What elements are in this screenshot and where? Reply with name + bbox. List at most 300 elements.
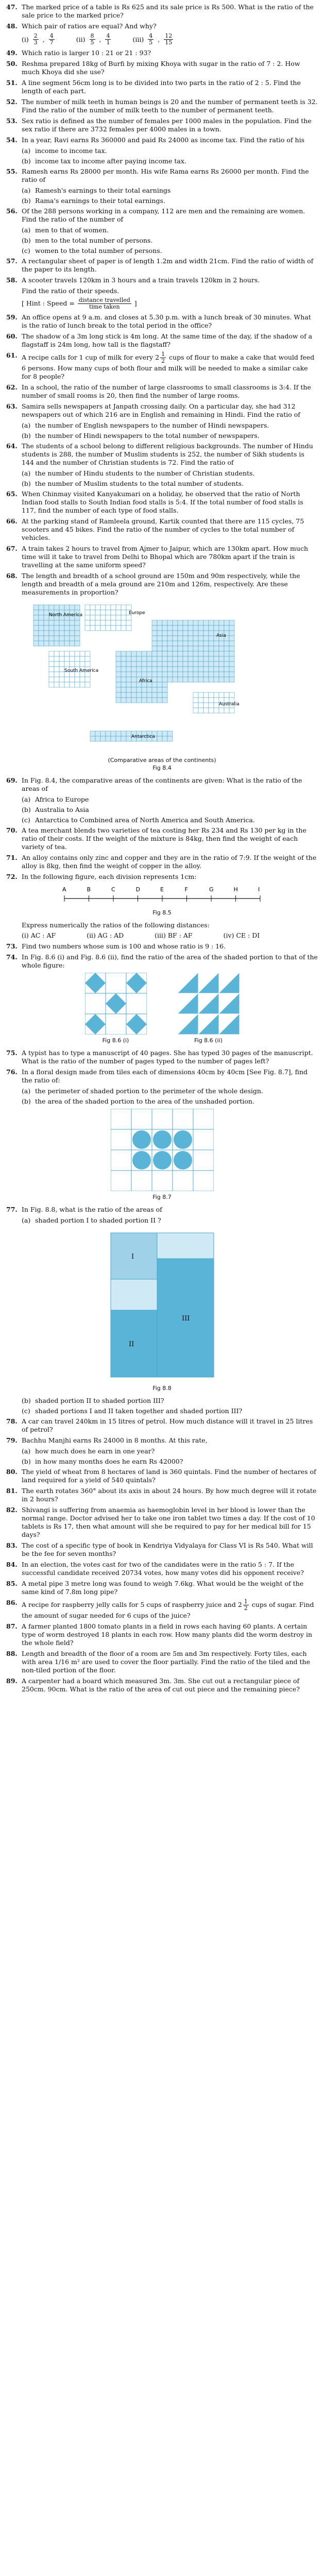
- grid-cell: [162, 636, 167, 641]
- fraction: $\frac{\text{distance travelled}}{\text{time taken}}$: [78, 297, 130, 310]
- grid-cell: [229, 636, 234, 641]
- grid-cell: [49, 677, 54, 682]
- grid-cell: [162, 646, 167, 651]
- grid-cell: [193, 672, 198, 677]
- grid-cell: [49, 662, 54, 667]
- grid-cell: [111, 731, 116, 736]
- grid-cell: [116, 662, 121, 667]
- grid-cell: [131, 667, 137, 672]
- figure-8-6: [6, 973, 318, 1044]
- grid-cell: [121, 651, 126, 656]
- grid-cell: [39, 610, 44, 615]
- grid-cell: [54, 682, 59, 687]
- grid-cell: [142, 656, 147, 662]
- grid-cell: [188, 651, 193, 656]
- grid-cell: [188, 646, 193, 651]
- label-i: I: [131, 1253, 134, 1261]
- grid-cell: [70, 641, 75, 646]
- sub-item: (b) the number of Muslim students to the total number of students.: [22, 480, 244, 487]
- grid-cell: [75, 625, 80, 631]
- grid-cell: [193, 620, 198, 625]
- grid-cell: [111, 610, 116, 615]
- grid-cell: [59, 667, 64, 672]
- floral-tile-design: [111, 1109, 214, 1191]
- grid-cell: [178, 667, 183, 672]
- grid-cell: [157, 677, 162, 682]
- tick-label: A: [62, 886, 66, 893]
- cell: [85, 993, 106, 1014]
- grid-cell: [157, 662, 162, 667]
- grid-cell: [209, 656, 214, 662]
- grid-cell: [59, 641, 64, 646]
- fraction: $\frac{8}{5}$: [90, 32, 94, 46]
- grid-cell: [157, 641, 162, 646]
- grid-cell: [49, 672, 54, 677]
- grid-cell: [121, 731, 126, 736]
- grid-cell: [131, 651, 137, 656]
- grid-cell: [116, 667, 121, 672]
- grid-cell: [75, 620, 80, 625]
- grid-cell: [85, 651, 90, 656]
- grid-cell: [209, 620, 214, 625]
- question-67: 67. A train takes 2 hours to travel from Ajmer to Jaipur, which are 130km apart. How much time will it take to travel from Delhi to Bhopal which are 780km apart if the train is travelling at the same uniform speed?: [6, 545, 309, 569]
- grid-cell: [49, 682, 54, 687]
- speed-hint: [ Hint : Speed = $\frac{\text{distance travelled}}{\text{time taken}}$ ]: [22, 297, 137, 310]
- question-47: 47. The marked price of a table is Rs 625 and its sale price is Rs 500. What is the ratio of the sale price to the marked price?: [6, 3, 314, 19]
- grid-cell: [85, 610, 90, 615]
- grid-cell: [209, 641, 214, 646]
- grid-cell: [152, 677, 157, 682]
- grid-cell: [100, 620, 106, 625]
- option-ii: (ii) $\frac{8}{5}$ , $\frac{4}{1}$: [76, 32, 110, 46]
- grid-cell: [214, 667, 219, 672]
- grid-cell: [126, 620, 131, 625]
- grid-cell: [224, 692, 229, 698]
- grid-cell: [116, 687, 121, 692]
- sub-item: (a) how much does he earn in one year?: [22, 1447, 155, 1455]
- grid-cell: [80, 677, 85, 682]
- grid-cell: [214, 656, 219, 662]
- grid-cell: [157, 620, 162, 625]
- shaded-portions-figure: [106, 1228, 219, 1382]
- grid-cell: [100, 610, 106, 615]
- question-81: 81. The earth rotates 360° about its axis in about 24 hours. By how much degree will it rotate in 2 hours?: [6, 1487, 317, 1503]
- grid-cell: [147, 698, 152, 703]
- tick-label: I: [258, 886, 260, 893]
- grid-cell: [193, 667, 198, 672]
- question-52: 52. The number of milk teeth in human beings is 20 and the number of permanent teeth is 32. Find the ratio of the number of milk teeth to the number of permanent teeth.: [6, 98, 318, 114]
- grid-cell: [147, 687, 152, 692]
- grid-cell: [162, 687, 167, 692]
- grid-cell: [219, 651, 224, 656]
- figure-8-5: [6, 884, 318, 916]
- grid-cell: [80, 682, 85, 687]
- grid-cell: [162, 651, 167, 656]
- grid-cell: [183, 625, 188, 631]
- grid-cell: [188, 631, 193, 636]
- grid-cell: [95, 615, 100, 620]
- grid-cell: [203, 646, 209, 651]
- grid-cell: [147, 651, 152, 656]
- grid-cell: [131, 672, 137, 677]
- grid-cell: [54, 631, 59, 636]
- grid-cell: [193, 656, 198, 662]
- grid-cell: [49, 641, 54, 646]
- grid-cell: [131, 662, 137, 667]
- grid-cell: [95, 736, 100, 741]
- grid-cell: [121, 667, 126, 672]
- grid-cell: [229, 677, 234, 682]
- grid-cell: [157, 625, 162, 631]
- question-88: 88. Length and breadth of the floor of a room are 5m and 3m respectively. Forty tiles, each with area 1/16 m² are used to cover the floor partially. Find the ratio of the tiled and the non-tiled portion of the floor.: [6, 1650, 310, 1674]
- question-68: 68. The length and breadth of a school ground are 150m and 90m respectively, while the length and breadth of a mela ground are 210m and 126m, respectively. Are these measurements in proportion?: [6, 572, 300, 596]
- grid-cell: [152, 687, 157, 692]
- grid-cell: [64, 641, 70, 646]
- grid-cell: [198, 703, 203, 708]
- figure-8-6-i: [85, 973, 147, 1035]
- grid-cell: [209, 625, 214, 631]
- grid-cell: [49, 667, 54, 672]
- grid-cell: [152, 651, 157, 656]
- grid-cell: [75, 636, 80, 641]
- grid-cell: [106, 620, 111, 625]
- sub-item: (a) Africa to Europe: [22, 795, 89, 803]
- grid-cell: [59, 605, 64, 610]
- grid-cell: [137, 656, 142, 662]
- grid-cell: [178, 625, 183, 631]
- grid-cell: [209, 708, 214, 713]
- grid-cell: [126, 625, 131, 631]
- grid-cell: [85, 625, 90, 631]
- grid-cell: [121, 698, 126, 703]
- grid-cell: [203, 651, 209, 656]
- grid-cell: [75, 605, 80, 610]
- grid-cell: [219, 672, 224, 677]
- grid-cell: [49, 620, 54, 625]
- grid-cell: [167, 646, 173, 651]
- distance-options: (i) AC : AF (ii) AG : AD (iii) BF : AF (iv) CE : DI: [22, 931, 260, 939]
- grid-cell: [44, 605, 49, 610]
- grid-cell: [162, 620, 167, 625]
- grid-cell: [178, 651, 183, 656]
- grid-cell: [183, 620, 188, 625]
- grid-cell: [64, 636, 70, 641]
- grid-cell: [173, 651, 178, 656]
- grid-cell: [137, 687, 142, 692]
- sub-item: (b) men to the total number of persons.: [22, 236, 153, 244]
- grid-cell: [70, 651, 75, 656]
- grid-cell: [219, 667, 224, 672]
- grid-cell: [131, 677, 137, 682]
- grid-cell: [173, 667, 178, 672]
- question-54: 54. In a year, Ravi earns Rs 360000 and paid Rs 24000 as income tax. Find the ratio of his: [6, 136, 305, 144]
- grid-cell: [95, 605, 100, 610]
- shaded-petal: [174, 1130, 192, 1149]
- grid-cell: [54, 656, 59, 662]
- grid-cell: [111, 625, 116, 631]
- question-62: 62. In a school, the ratio of the number of large classrooms to small classrooms is 3:4. If the number of small rooms is 20, then find the number of large rooms.: [6, 383, 311, 399]
- grid-cell: [162, 682, 167, 687]
- grid-cell: [214, 708, 219, 713]
- label-south-america: South America: [64, 668, 98, 673]
- grid-cell: [188, 677, 193, 682]
- grid-cell: [111, 615, 116, 620]
- question-80: 80. The yield of wheat from 8 hectares of land is 360 quintals. Find the number of hectares of land required for a yield of 540 quintals?: [6, 1468, 316, 1484]
- label-iii: III: [181, 1315, 190, 1323]
- grid-cell: [49, 625, 54, 631]
- grid-cell: [167, 731, 173, 736]
- grid-cell: [49, 651, 54, 656]
- tile: [173, 1109, 193, 1129]
- grid-cell: [229, 620, 234, 625]
- grid-cell: [33, 636, 39, 641]
- grid-cell: [183, 641, 188, 646]
- grid-cell: [167, 636, 173, 641]
- grid-cell: [198, 641, 203, 646]
- label-africa: Africa: [139, 679, 152, 684]
- grid-cell: [224, 656, 229, 662]
- grid-cell: [203, 667, 209, 672]
- grid-cell: [54, 672, 59, 677]
- figure-number: Fig 8.8: [152, 1385, 172, 1392]
- label-europe: Europe: [128, 611, 145, 616]
- grid-cell: [44, 636, 49, 641]
- grid-cell: [167, 672, 173, 677]
- grid-cell: [198, 646, 203, 651]
- label-antarctica: Antarctica: [131, 734, 155, 739]
- tile: [131, 1109, 152, 1129]
- grid-cell: [33, 605, 39, 610]
- grid-cell: [209, 677, 214, 682]
- grid-cell: [142, 667, 147, 672]
- grid-cell: [137, 651, 142, 656]
- fraction: $\frac{4}{7}$: [49, 32, 54, 46]
- grid-cell: [167, 667, 173, 672]
- grid-cell: [219, 662, 224, 667]
- grid-cell: [203, 677, 209, 682]
- question-77: 77. In Fig. 8.8, what is the ratio of the areas of: [6, 1206, 162, 1213]
- question-82: 82. Shivangi is suffering from anaemia as haemoglobin level in her blood is lower than the normal range. Doctor advised her to take one iron tablet two times a day. If the cost of 10 tablets is Rs 17, then what amount will she be required to pay for her medical bill for 15 days?: [6, 1506, 315, 1538]
- question-61: 61. A recipe calls for 1 cup of milk for every 2 $\frac{1}{2}$ cups of flour to make a cake that would feed 6 persons. How many cups of both flour and milk will be needed to make a similar cake for 8 people?: [6, 351, 315, 380]
- grid-cell: [173, 620, 178, 625]
- grid-cell: [203, 636, 209, 641]
- question-55: 55. Ramesh earns Rs 28000 per month. His wife Rama earns Rs 26000 per month. Find the ratio of: [6, 167, 309, 183]
- grid-cell: [131, 698, 137, 703]
- cell: [106, 1014, 126, 1035]
- grid-cell: [193, 646, 198, 651]
- tile: [152, 1171, 173, 1191]
- grid-cell: [39, 615, 44, 620]
- grid-cell: [54, 636, 59, 641]
- grid-cell: [85, 677, 90, 682]
- grid-cell: [44, 610, 49, 615]
- grid-cell: [121, 615, 126, 620]
- grid-cell: [229, 625, 234, 631]
- grid-cell: [70, 662, 75, 667]
- grid-cell: [70, 605, 75, 610]
- grid-cell: [131, 656, 137, 662]
- grid-cell: [188, 667, 193, 672]
- grid-cell: [183, 656, 188, 662]
- grid-cell: [85, 682, 90, 687]
- grid-cell: [188, 662, 193, 667]
- grid-cell: [106, 610, 111, 615]
- grid-cell: [126, 656, 131, 662]
- grid-cell: [157, 672, 162, 677]
- grid-cell: [229, 646, 234, 651]
- sub-item: (a) the number of Hindu students to the number of Christian students.: [22, 469, 255, 477]
- tile: [111, 1129, 131, 1150]
- grid-cell: [75, 656, 80, 662]
- tick-label: H: [233, 886, 238, 893]
- grid-cell: [64, 677, 70, 682]
- grid-cell: [224, 620, 229, 625]
- grid-cell: [85, 605, 90, 610]
- grid-cell: [167, 656, 173, 662]
- grid-cell: [198, 631, 203, 636]
- grid-cell: [147, 656, 152, 662]
- grid-cell: [85, 656, 90, 662]
- grid-cell: [183, 631, 188, 636]
- grid-cell: [95, 625, 100, 631]
- grid-cell: [70, 677, 75, 682]
- grid-cell: [157, 736, 162, 741]
- grid-cell: [64, 620, 70, 625]
- grid-cell: [209, 692, 214, 698]
- grid-cell: [209, 703, 214, 708]
- grid-cell: [157, 636, 162, 641]
- grid-cell: [224, 662, 229, 667]
- grid-cell: [178, 672, 183, 677]
- grid-cell: [116, 677, 121, 682]
- figure-8-6-ii: [178, 973, 240, 1035]
- question-76: 76. In a floral design made from tiles each of dimensions 40cm by 40cm [See Fig. 8.7], find the ratio of:: [6, 1068, 308, 1084]
- grid-cell: [209, 651, 214, 656]
- grid-cell: [183, 646, 188, 651]
- tile: [193, 1171, 214, 1191]
- grid-cell: [142, 651, 147, 656]
- question-64: 64. The students of a school belong to different religious backgrounds. The number of Hindu students is 288, the number of Muslim students is 252, the number of Sikh students is 144 and the number of Christian students is 72. Find the ratio of: [6, 442, 313, 466]
- grid-cell: [44, 615, 49, 620]
- grid-cell: [44, 620, 49, 625]
- grid-cell: [157, 646, 162, 651]
- grid-cell: [64, 662, 70, 667]
- grid-cell: [178, 636, 183, 641]
- grid-cell: [152, 625, 157, 631]
- grid-cell: [209, 662, 214, 667]
- grid-cell: [152, 620, 157, 625]
- grid-cell: [111, 605, 116, 610]
- grid-cell: [219, 641, 224, 646]
- grid-cell: [49, 656, 54, 662]
- grid-cell: [162, 625, 167, 631]
- grid-cell: [203, 656, 209, 662]
- grid-cell: [116, 692, 121, 698]
- grid-cell: [229, 708, 234, 713]
- grid-cell: [95, 731, 100, 736]
- grid-cell: [39, 625, 44, 631]
- grid-cell: [121, 677, 126, 682]
- grid-cell: [224, 708, 229, 713]
- tile: [193, 1109, 214, 1129]
- grid-cell: [188, 620, 193, 625]
- grid-cell: [188, 672, 193, 677]
- question-59: 59. An office opens at 9 a.m. and closes at 5.30 p.m. with a lunch break of 30 minutes. What is the ratio of lunch break to the total period in the office?: [6, 313, 311, 329]
- grid-cell: [193, 625, 198, 631]
- grid-cell: [111, 736, 116, 741]
- grid-cell: [39, 620, 44, 625]
- fraction: $\frac{1}{2}$: [244, 1598, 248, 1612]
- grid-cell: [142, 698, 147, 703]
- question-53: 53. Sex ratio is defined as the number of females per 1000 males in the population. Find the sex ratio if there are 3732 females per 4000 males in a town.: [6, 117, 312, 133]
- grid-cell: [157, 687, 162, 692]
- grid-cell: [203, 641, 209, 646]
- grid-cell: [59, 625, 64, 631]
- question-60: 60. The shadow of a 3m long stick is 4m long. At the same time of the day, if the shadow of a flagstaff is 24m long, how tall is the flagstaff?: [6, 332, 313, 348]
- grid-cell: [209, 672, 214, 677]
- sub-item: (c) shaded portions I and II taken together and shaded portion III?: [22, 1407, 243, 1415]
- grid-cell: [209, 698, 214, 703]
- question-71: 71. An alloy contains only zinc and copper and they are in the ratio of 7:9. If the weight of the alloy is 8kg, then find the weight of copper in the alloy.: [6, 854, 317, 870]
- grid-cell: [54, 605, 59, 610]
- grid-cell: [178, 641, 183, 646]
- grid-cell: [229, 667, 234, 672]
- grid-cell: [219, 646, 224, 651]
- shaded-petal: [132, 1130, 151, 1149]
- grid-cell: [121, 656, 126, 662]
- question-73: 73. Find two numbers whose sum is 100 and whose ratio is 9 : 16.: [6, 942, 226, 950]
- grid-cell: [137, 692, 142, 698]
- grid-cell: [193, 662, 198, 667]
- grid-cell: [152, 672, 157, 677]
- grid-cell: [106, 615, 111, 620]
- question-50: 50. Reshma prepared 18kg of Burfi by mixing Khoya with sugar in the ratio of 7 : 2. How much Khoya did she use?: [6, 60, 300, 76]
- grid-cell: [157, 682, 162, 687]
- option-iii: (iii) $\frac{4}{5}$ , $\frac{12}{15}$: [132, 32, 173, 46]
- grid-cell: [198, 667, 203, 672]
- grid-cell: [126, 698, 131, 703]
- grid-cell: [183, 651, 188, 656]
- tick-label: C: [111, 886, 115, 893]
- grid-cell: [193, 636, 198, 641]
- grid-cell: [209, 631, 214, 636]
- grid-cell: [126, 731, 131, 736]
- grid-cell: [121, 620, 126, 625]
- grid-cell: [39, 605, 44, 610]
- grid-cell: [203, 708, 209, 713]
- grid-cell: [90, 610, 95, 615]
- sub-item: (c) women to the total number of persons.: [22, 247, 162, 255]
- grid-cell: [116, 610, 121, 615]
- grid-cell: [106, 736, 111, 741]
- grid-cell: [100, 731, 106, 736]
- sub-item: (b) income tax to income after paying income tax.: [22, 157, 186, 165]
- grid-cell: [178, 656, 183, 662]
- question-72: 72. In the following figure, each division represents 1cm:: [6, 873, 197, 880]
- grid-cell: [106, 731, 111, 736]
- grid-cell: [167, 651, 173, 656]
- grid-cell: [224, 641, 229, 646]
- grid-cell: [203, 620, 209, 625]
- grid-cell: [224, 651, 229, 656]
- grid-cell: [121, 610, 126, 615]
- tick-label: B: [87, 886, 91, 893]
- grid-cell: [106, 605, 111, 610]
- fraction: $\frac{4}{5}$: [149, 32, 153, 46]
- grid-cell: [137, 672, 142, 677]
- grid-cell: [70, 631, 75, 636]
- grid-cell: [224, 625, 229, 631]
